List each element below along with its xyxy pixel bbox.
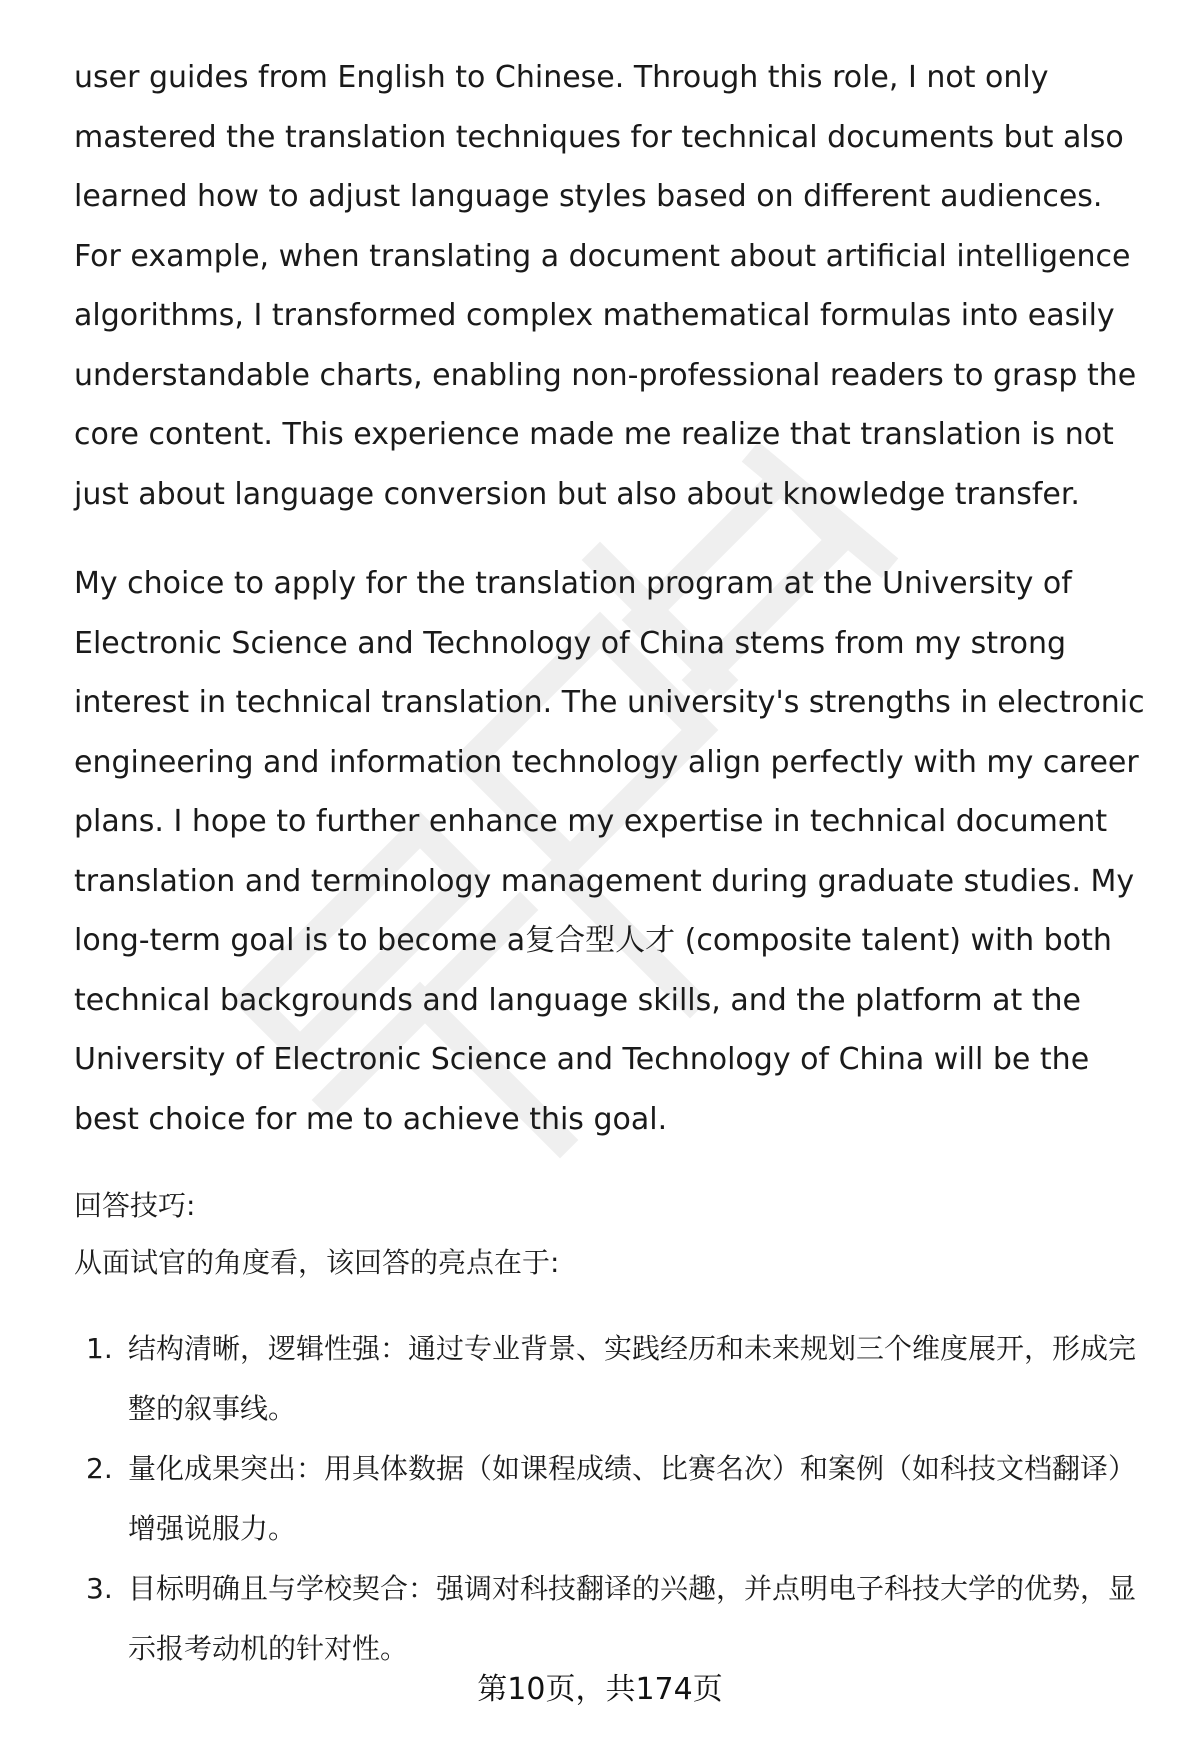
list-item-number: 1. <box>86 1332 113 1365</box>
page-number-footer: 第10页，共174页 <box>477 1672 723 1707</box>
body-paragraph: user guides from English to Chinese. Through this role, I not only mastered the translation techniques for technical documents but also learned how to adjust language styles based on different audiences. For example, when translating a document about artificial intelligence algorithms, I transformed complex mathematical formulas into easily understandable charts, enabling non-professional readers to grasp the core content. This experience made me realize that translation is not just about language conversion but also about knowledge transfer. <box>74 60 1137 512</box>
tips-heading: 回答技巧: <box>74 1189 196 1222</box>
document-page <box>74 48 1154 1679</box>
tips-intro: 从面试官的角度看，该回答的亮点在于: <box>74 1246 560 1279</box>
list-item-text: 结构清晰，逻辑性强：通过专业背景、实践经历和未来规划三个维度展开，形成完整的叙事线。 <box>128 1332 1137 1425</box>
list-item-text: 量化成果突出：用具体数据（如课程成绩、比赛名次）和案例（如科技文档翻译）增强说服力。 <box>128 1452 1137 1545</box>
list-item-number: 2. <box>86 1452 113 1485</box>
list-item-text: 目标明确且与学校契合：强调对科技翻译的兴趣，并点明电子科技大学的优势，显示报考动机的针对性。 <box>128 1572 1137 1665</box>
body-paragraph: My choice to apply for the translation program at the University of Electronic Science and Technology of China stems from my strong interest in technical translation. The university's strengths in electronic engineering and information technology align perfectly with my career plans. I hope to further enhance my expertise in technical document translation and terminology management during graduate studies. My long-term goal is to become a复合型人才 (composite talent) with both technical backgrounds and language skills, and the platform at the University of Electronic Science and Technology of China will be the best choice for me to achieve this goal. <box>74 566 1145 1137</box>
list-item <box>74 1319 1154 1439</box>
list-item <box>74 1439 1154 1559</box>
tips-list <box>74 1319 1154 1679</box>
list-item <box>74 1559 1154 1679</box>
list-item-number: 3. <box>86 1572 113 1605</box>
